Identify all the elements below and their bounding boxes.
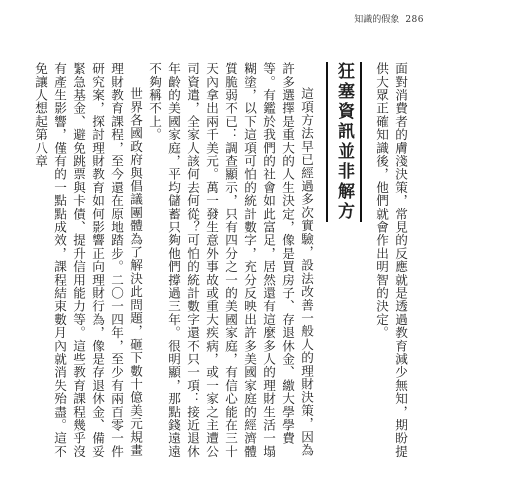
section-heading: 狂塞資訊並非解方 bbox=[326, 62, 362, 222]
paragraph: 這項方法早已經過多次實驗，設法改善一般人的理財決策，因為許多選擇是重大的人生決定，像是買房子、存退休金、繳大學學費等。有鑑於我們的社會如此富足，居然還有這麼多人的理財生活一塌糊塗，以下這項可怕的統計數字，充分反映出許多美國家庭的經濟體質脆弱不已：調查顯示，只有四分之一的美國家庭，有信心能在三十天內拿出兩千美元。萬一發生意外事故或重大疾病，或一家之主遭公司資遣，全家人該何去何從？可怕的統計數字還不只一項：接近退休年齡的美國家庭，平均儲蓄只夠他們撐過三年。很明顯，那點錢遠遠不夠稱不上。 bbox=[147, 62, 314, 458]
vertical-text-block bbox=[33, 62, 410, 462]
paragraph: 世界各國政府與倡議團體為了解決此問題，砸下數十億美元規畫理財教育課程，至今還在原地踏步。二〇一四年，至少有兩百零一件研究案，探討理財教育如何影響正向理財行為，像是存退休金、備妥緊急基金、避免跳票與卡債、提升信用能力等。這些教育課程幾乎沒有產生影響，僅有的一點點成效，課程結束數月內就消失殆盡。這不免讓人想起第八章 bbox=[33, 62, 143, 458]
running-header-title: 知識的假象 bbox=[354, 15, 400, 25]
running-header bbox=[354, 12, 424, 25]
paragraph-continued: 面對消費者的膚淺決策，常見的反應就是透過教育減少無知，期盼提供大眾正確知識後，他們就會作出明智的決定。 bbox=[374, 62, 408, 458]
page-number: 286 bbox=[405, 15, 424, 25]
